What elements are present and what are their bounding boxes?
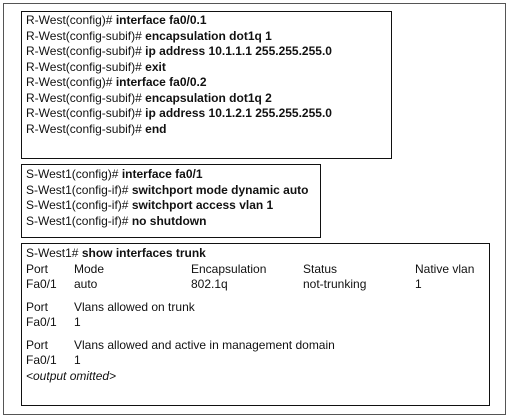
prompt: R-West(config-subif)# [26,106,146,120]
command: interface fa0/0.2 [115,75,207,89]
cell-native-vlan: 1 [415,277,422,291]
config-line [26,91,387,107]
prompt: S-West1(config-if)# [26,213,132,228]
prompt: S-West1(config-if)# [26,182,132,197]
command: interface fa0/0.1 [115,13,207,27]
router-config-box [21,11,392,159]
command: end [145,121,167,136]
header-port: Port [26,261,49,276]
prompt: S-West1(config-if)# [26,198,132,212]
cell-encapsulation: 802.1q [191,277,228,291]
header-port: Port [26,299,49,314]
config-line [26,106,387,122]
switch-config-box [21,164,321,238]
header-mode: Mode [74,261,105,276]
config-line [26,214,316,230]
header-encapsulation: Encapsulation [191,261,267,276]
table-header-row [26,262,485,278]
show-command-line [26,246,485,262]
command: exit [145,59,166,74]
header-vlans-allowed: Vlans allowed on trunk [74,299,195,314]
active-header-row [26,338,485,354]
allowed-row [26,315,485,331]
command: encapsulation dot1q 1 [145,28,272,43]
active-row [26,353,485,369]
command: switchport access vlan 1 [131,198,274,212]
prompt: R-West(config-subif)# [26,44,146,58]
cell-mode: auto [74,277,98,291]
config-line [26,198,316,214]
config-line [26,29,387,45]
command: ip address 10.1.1.1 255.255.255.0 [145,44,332,58]
config-line [26,60,387,76]
output-omitted-note: <output omitted> [26,368,117,383]
command: interface fa0/1 [121,167,203,181]
header-vlans-active: Vlans allowed and active in management domain [74,337,335,352]
command: encapsulation dot1q 2 [145,90,272,105]
config-line [26,75,387,91]
trunk-output-box [21,243,490,406]
prompt: R-West(config-subif)# [26,121,146,136]
config-line [26,167,316,183]
cell-port: Fa0/1 [26,277,57,291]
command: show interfaces trunk [81,246,206,260]
trunk-table [26,262,485,385]
prompt: S-West1(config)# [26,167,122,181]
allowed-header-row [26,300,485,316]
cell-vlans-allowed: 1 [74,315,81,329]
output-omitted-row [26,369,485,385]
cell-port: Fa0/1 [26,315,57,329]
command: ip address 10.1.2.1 255.255.255.0 [145,106,332,120]
config-line [26,44,387,60]
config-line [26,183,316,199]
prompt: R-West(config)# [26,13,116,27]
prompt: R-West(config-subif)# [26,59,146,74]
config-line [26,13,387,29]
config-line [26,122,387,138]
table-row [26,277,485,293]
prompt: R-West(config-subif)# [26,28,146,43]
prompt: S-West1# [26,246,82,260]
header-port: Port [26,337,49,352]
cell-port: Fa0/1 [26,353,57,367]
prompt: R-West(config)# [26,75,116,89]
cell-vlans-active: 1 [74,353,81,367]
header-status: Status [303,261,338,276]
header-native-vlan: Native vlan [415,261,475,276]
cell-status: not-trunking [303,277,367,291]
command: switchport mode dynamic auto [131,182,309,197]
command: no shutdown [131,213,207,228]
prompt: R-West(config-subif)# [26,90,146,105]
